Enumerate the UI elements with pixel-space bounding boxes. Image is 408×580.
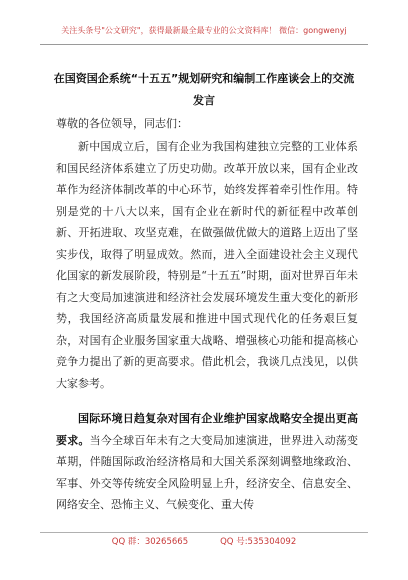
header-banner: 关注头条号"公文研究"，获得最新最全最专业的公文资料库！ 微信：gongwenyj (61, 26, 347, 35)
body-paragraph-2 (56, 408, 358, 516)
paragraph-lead-heading: 国际环境日趋复杂对国有企业维护国家战略安全提出更高要求。 (56, 412, 358, 447)
paragraph-body-text: 当今全球百年未有之大变局加速演进，世界进入动荡变革期，伴随国际政治经济格局和大国关系深刻调整地缘政治、军事、外交等传统安全风险明显上升，经济安全、信息安全、网络安全、恐怖主义、气候变化、重大传 (56, 433, 358, 511)
footer-qq-group: QQ 群：30265665 (111, 537, 189, 547)
header-divider (40, 44, 368, 45)
footer-contact (40, 537, 368, 548)
salutation: 尊敬的各位领导，同志们： (56, 117, 188, 130)
footer-qq-number: QQ 号:535304092 (220, 537, 297, 547)
footer-divider (40, 532, 368, 533)
body-paragraph-1: 新中国成立后，国有企业为我国构建独立完整的工业体系和国民经济体系建立了历史功勋。改革开放以来，国有企业改革作为经济体制改革的中心环节，始终发挥着牵引性作用。特别是党的十八大以来，国有企业在新时代的新征程中改革创新、开拓进取、攻坚克难，在做强做优做大的道路上迈出了坚实步伐，取得了明显成效。然而，进入全面建设社会主义现代化国家的新发展阶段，特别是“十五五”时期，面对世界百年未有之大变局加速演进和经济社会发展环境发生重大变化的新形势，我国经济高质量发展和推进中国式现代化的任务艰巨复杂，对国有企业服务国家重大战略、增强核心功能和提高核心竞争力提出了新的更高要求。借此机会，我谈几点浅见，以供大家参考。 (56, 140, 358, 390)
document-title: 在国资国企系统“十五五”规划研究和编制工作座谈会上的交流发言 (53, 72, 355, 107)
